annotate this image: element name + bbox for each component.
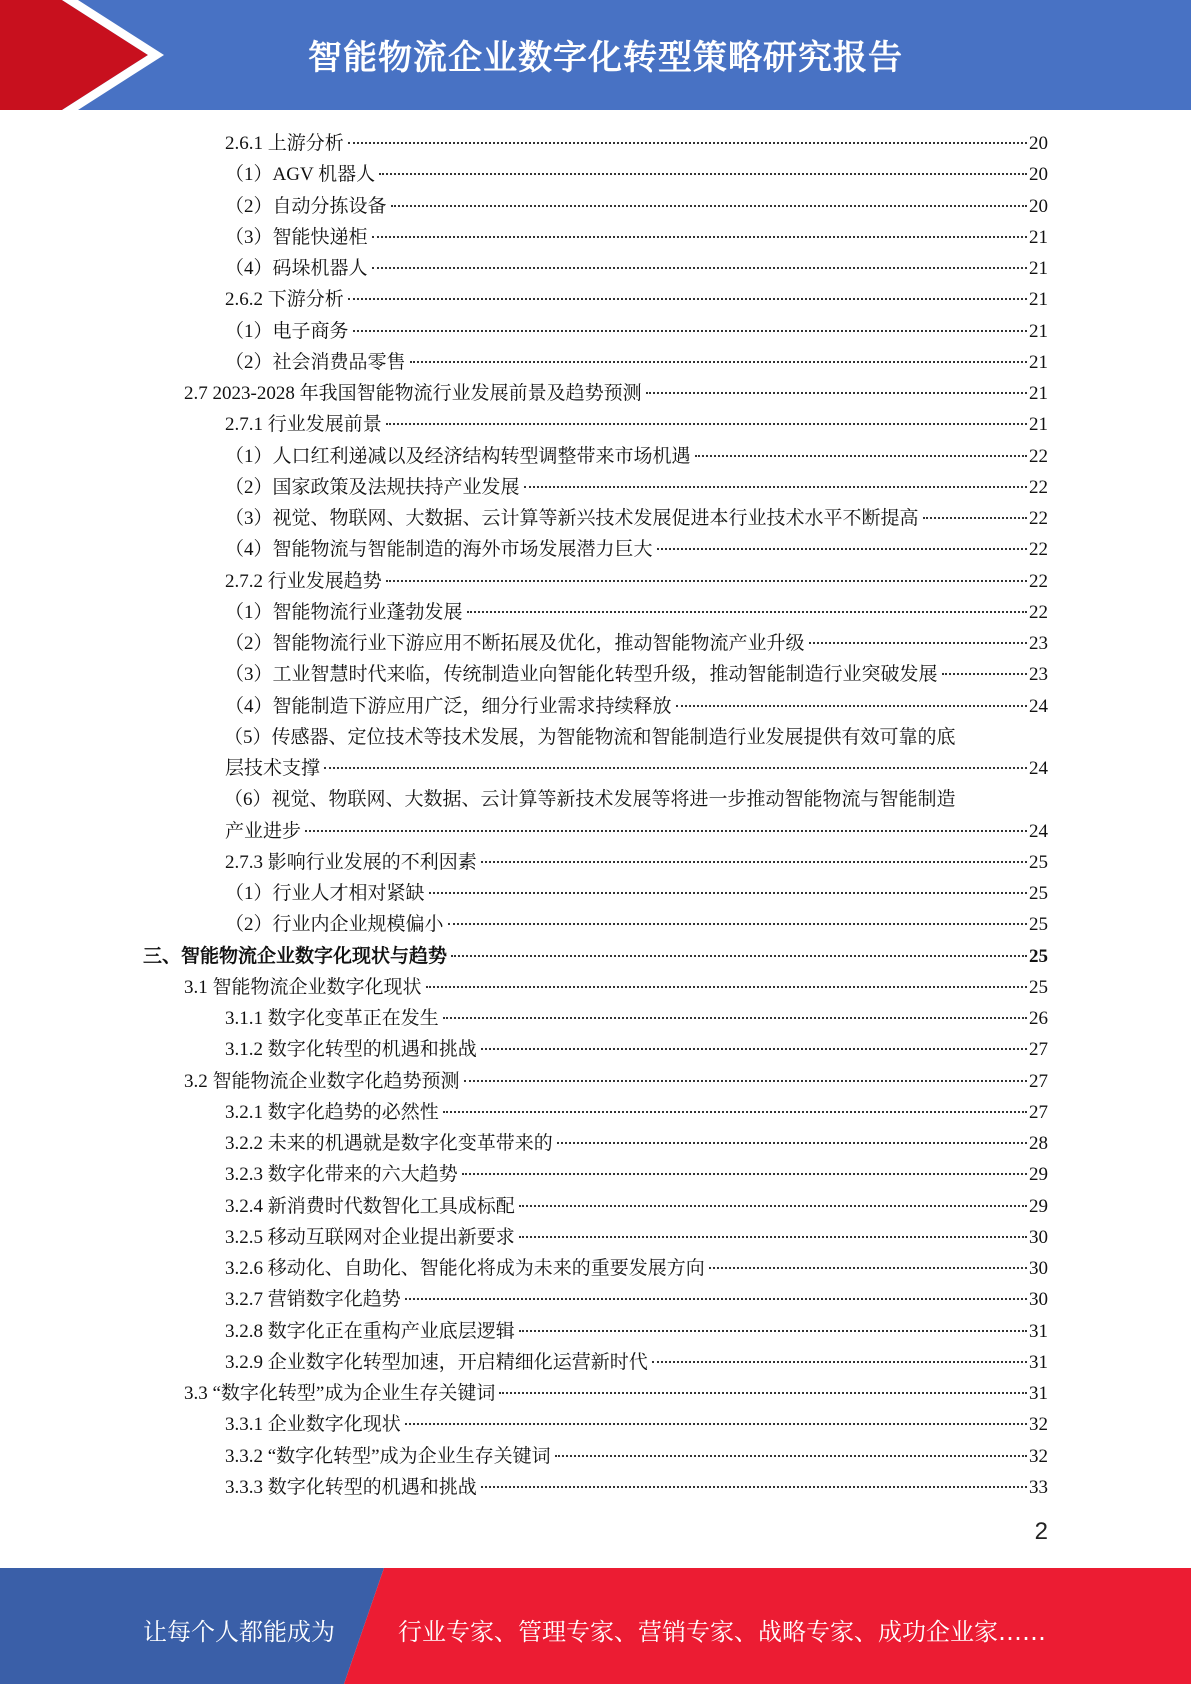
toc-entry-text: 3.3 “数字化转型”成为企业生存关键词 — [184, 1383, 496, 1404]
toc-dot-leader — [923, 517, 1027, 519]
toc-entry-text: （1）AGV 机器人 — [225, 164, 376, 186]
toc-page-number: 21 — [1029, 258, 1048, 279]
toc-entry[interactable] — [225, 753, 1048, 784]
toc-entry[interactable] — [225, 597, 1048, 628]
toc-page-number: 23 — [1029, 633, 1048, 654]
toc-dot-leader — [353, 330, 1027, 332]
toc-dot-leader — [499, 1392, 1027, 1394]
toc-entry-text: （3）智能快递柜 — [225, 226, 368, 248]
toc-dot-leader — [305, 830, 1027, 832]
toc-dot-leader — [391, 205, 1027, 207]
toc-dot-leader — [481, 1048, 1027, 1050]
toc-page-number: 25 — [1029, 945, 1048, 967]
toc-page-number: 30 — [1029, 1289, 1048, 1311]
toc-page-number: 21 — [1029, 289, 1048, 311]
toc-entry[interactable] — [225, 503, 1048, 534]
toc-entry[interactable] — [225, 1253, 1048, 1284]
toc-dot-leader — [443, 1111, 1027, 1113]
toc-dot-leader — [348, 142, 1027, 144]
toc-entry[interactable] — [225, 191, 1048, 222]
toc-entry-text: 3.2.8 数字化正在重构产业底层逻辑 — [225, 1320, 515, 1342]
toc-entry-text: （4）码垛机器人 — [225, 258, 368, 279]
toc-entry-text: 3.2.3 数字化带来的六大趋势 — [225, 1164, 458, 1186]
toc-page-number: 31 — [1029, 1351, 1048, 1373]
toc-page-number: 30 — [1029, 1258, 1048, 1279]
toc-entry[interactable] — [225, 878, 1048, 909]
toc-entry[interactable] — [225, 566, 1048, 597]
toc-entry-text: 3.1 智能物流企业数字化现状 — [184, 976, 422, 998]
toc-dot-leader — [448, 923, 1027, 925]
toc-page-number: 20 — [1029, 164, 1048, 186]
toc-entry-text: （2）国家政策及法规扶持产业发展 — [225, 476, 520, 498]
toc-page-number: 23 — [1029, 664, 1048, 686]
toc-page-number: 24 — [1029, 695, 1048, 717]
toc-entry-text: 3.3.1 企业数字化现状 — [225, 1414, 401, 1436]
toc-entry[interactable] — [225, 659, 1048, 690]
toc-page-number: 21 — [1029, 226, 1048, 248]
toc-page-number: 31 — [1029, 1320, 1048, 1342]
toc-page-number: 25 — [1029, 914, 1048, 936]
toc-dot-leader — [519, 1330, 1027, 1332]
toc-entry[interactable] — [225, 1409, 1048, 1440]
toc-entry[interactable] — [225, 472, 1048, 503]
toc-page-number: 27 — [1029, 1101, 1048, 1123]
toc-entry[interactable] — [225, 1191, 1048, 1222]
toc-page-number: 24 — [1029, 820, 1048, 842]
toc-entry[interactable] — [225, 347, 1048, 378]
toc-entry[interactable] — [184, 972, 1048, 1003]
toc-entry[interactable] — [225, 816, 1048, 847]
toc-page-number: 27 — [1029, 1070, 1048, 1092]
toc-dot-leader — [405, 1298, 1027, 1300]
toc-page-number: 20 — [1029, 133, 1048, 154]
page-number: 2 — [1034, 1518, 1048, 1545]
toc-entry-text: 3.2 智能物流企业数字化趋势预测 — [184, 1070, 460, 1092]
toc-dot-leader — [646, 392, 1027, 394]
toc-entry[interactable] — [225, 128, 1048, 159]
toc-dot-leader — [557, 1142, 1027, 1144]
footer-slogan-right: 行业专家、管理专家、营销专家、战略专家、成功企业家…… — [398, 1618, 1046, 1646]
toc-page-number: 29 — [1029, 1164, 1048, 1186]
toc-dot-leader — [405, 1423, 1027, 1425]
toc-entry[interactable] — [225, 284, 1048, 315]
toc-dot-leader — [451, 955, 1027, 957]
toc-page-number: 22 — [1029, 539, 1048, 561]
page-header — [0, 0, 1191, 110]
toc-entry[interactable] — [225, 847, 1048, 878]
toc-entry[interactable] — [225, 159, 1048, 190]
toc-entry-text: 2.7 2023-2028 年我国智能物流行业发展前景及趋势预测 — [184, 383, 642, 404]
toc-entry-text-continued: 层技术支撑 — [225, 758, 321, 779]
toc-page-number: 29 — [1029, 1195, 1048, 1217]
toc-entry-text: （2）行业内企业规模偏小 — [225, 914, 444, 936]
toc-dot-leader — [695, 455, 1027, 457]
toc-dot-leader — [657, 548, 1027, 550]
toc-entry-text: 2.6.2 下游分析 — [225, 289, 344, 311]
toc-entry-text: （2）自动分拣设备 — [225, 195, 387, 217]
toc-entry-text: 3.2.2 未来的机遇就是数字化变革带来的 — [225, 1133, 553, 1154]
toc-entry-text: （1）智能物流行业蓬勃发展 — [225, 601, 463, 623]
toc-entry-text: 3.3.3 数字化转型的机遇和挑战 — [225, 1476, 477, 1498]
toc-entry[interactable] — [225, 1003, 1048, 1034]
toc-page-number: 32 — [1029, 1445, 1048, 1467]
toc-entry[interactable] — [225, 1097, 1048, 1128]
toc-entry-text: 3.1.1 数字化变革正在发生 — [225, 1008, 439, 1029]
toc-page-number: 21 — [1029, 320, 1048, 342]
toc-entry[interactable] — [225, 534, 1048, 565]
toc-entry[interactable] — [225, 691, 1048, 722]
toc-entry[interactable] — [225, 1316, 1048, 1347]
toc-dot-leader — [426, 986, 1027, 988]
toc-page-number: 21 — [1029, 414, 1048, 436]
toc-entry-text: （3）工业智慧时代来临，传统制造业向智能化转型升级，推动智能制造行业突破发展 — [225, 664, 938, 686]
toc-page-number: 24 — [1029, 758, 1048, 779]
toc-page-number: 22 — [1029, 476, 1048, 498]
toc-entry-text: （2）社会消费品零售 — [225, 351, 406, 373]
page-footer — [0, 1568, 1191, 1684]
toc-dot-leader — [809, 642, 1027, 644]
toc-entry-text: 3.2.7 营销数字化趋势 — [225, 1289, 401, 1311]
toc-entry-text: 2.7.2 行业发展趋势 — [225, 570, 382, 592]
toc-dot-leader — [410, 361, 1027, 363]
toc-entry[interactable] — [225, 1159, 1048, 1190]
toc-entry[interactable] — [225, 1472, 1048, 1503]
toc-entry-text: （2）智能物流行业下游应用不断拓展及优化，推动智能物流产业升级 — [225, 633, 805, 654]
toc-page-number: 22 — [1029, 445, 1048, 467]
toc-dot-leader — [348, 298, 1027, 300]
toc-dot-leader — [709, 1267, 1027, 1269]
toc-entry[interactable] — [184, 378, 1048, 409]
toc-entry-text: 2.6.1 上游分析 — [225, 133, 344, 154]
toc-entry[interactable] — [225, 1034, 1048, 1065]
toc-entry[interactable] — [225, 222, 1048, 253]
toc-entry[interactable] — [225, 1441, 1048, 1472]
toc-page-number: 33 — [1029, 1476, 1048, 1498]
toc-dot-leader — [676, 705, 1027, 707]
toc-entry-text: 3.2.4 新消费时代数智化工具成标配 — [225, 1195, 515, 1217]
toc-entry[interactable] — [225, 316, 1048, 347]
toc-entry-text: （3）视觉、物联网、大数据、云计算等新兴技术发展促进本行业技术水平不断提高 — [225, 508, 919, 529]
toc-dot-leader — [519, 1236, 1027, 1238]
toc-page-number: 30 — [1029, 1226, 1048, 1248]
toc-entry[interactable] — [225, 1128, 1048, 1159]
toc-page-number: 27 — [1029, 1039, 1048, 1061]
toc-dot-leader — [519, 1205, 1027, 1207]
toc-dot-leader — [379, 173, 1027, 175]
toc-entry[interactable] — [225, 628, 1048, 659]
toc-page-number: 31 — [1029, 1383, 1048, 1404]
toc-entry[interactable] — [143, 941, 1048, 972]
toc-entry-text: （1）电子商务 — [225, 320, 349, 342]
footer-slogan-left: 让每个人都能成为 — [143, 1618, 335, 1646]
toc-dot-leader — [372, 236, 1027, 238]
toc-entry[interactable] — [225, 909, 1048, 940]
document-title: 智能物流企业数字化转型策略研究报告 — [308, 38, 903, 78]
toc-entry-text: 3.2.5 移动互联网对企业提出新要求 — [225, 1226, 515, 1248]
toc-dot-leader — [555, 1455, 1027, 1457]
toc-dot-leader — [464, 1080, 1027, 1082]
toc-entry-text: （1）行业人才相对紧缺 — [225, 883, 425, 904]
toc-entry[interactable] — [184, 1378, 1048, 1409]
toc-dot-leader — [524, 486, 1027, 488]
toc-entry[interactable] — [225, 441, 1048, 472]
toc-dot-leader — [462, 1173, 1027, 1175]
toc-dot-leader — [324, 767, 1027, 769]
toc-entry-text: （4）智能物流与智能制造的海外市场发展潜力巨大 — [225, 539, 653, 561]
toc-page-number: 21 — [1029, 383, 1048, 404]
toc-entry-text-continued: 产业进步 — [225, 820, 302, 842]
toc-entry-text: 3.2.1 数字化趋势的必然性 — [225, 1101, 439, 1123]
toc-page-number: 28 — [1029, 1133, 1048, 1154]
toc-page-number: 32 — [1029, 1414, 1048, 1436]
toc-entry-text[interactable]: （5）传感器、定位技术等技术发展，为智能物流和智能制造行业发展提供有效可靠的底 — [224, 726, 956, 748]
toc-entry-text: 3.2.9 企业数字化转型加速，开启精细化运营新时代 — [225, 1351, 648, 1373]
toc-entry[interactable] — [184, 1066, 1048, 1097]
toc-dot-leader — [481, 861, 1027, 863]
toc-entry[interactable] — [225, 409, 1048, 440]
toc-page-number: 25 — [1029, 883, 1048, 904]
toc-page-number: 22 — [1029, 570, 1048, 592]
toc-dot-leader — [386, 423, 1027, 425]
toc-dot-leader — [386, 580, 1027, 582]
toc-dot-leader — [429, 892, 1027, 894]
toc-dot-leader — [942, 673, 1027, 675]
toc-entry[interactable] — [225, 253, 1048, 284]
toc-entry-text: 3.2.6 移动化、自助化、智能化将成为未来的重要发展方向 — [225, 1258, 705, 1279]
toc-page-number: 26 — [1029, 1008, 1048, 1029]
toc-page-number: 22 — [1029, 508, 1048, 529]
toc-dot-leader — [467, 611, 1027, 613]
toc-dot-leader — [652, 1361, 1027, 1363]
toc-entry-text: 三、智能物流企业数字化现状与趋势 — [143, 945, 448, 967]
toc-entry-text: 3.1.2 数字化转型的机遇和挑战 — [225, 1039, 477, 1061]
toc-page-number: 22 — [1029, 601, 1048, 623]
toc-page-number: 25 — [1029, 976, 1048, 998]
toc-entry[interactable] — [225, 1284, 1048, 1315]
toc-entry-text: 2.7.1 行业发展前景 — [225, 414, 382, 436]
toc-entry[interactable] — [225, 1222, 1048, 1253]
toc-page-number: 25 — [1029, 851, 1048, 873]
toc-dot-leader — [443, 1017, 1027, 1019]
toc-entry-text: 3.3.2 “数字化转型”成为企业生存关键词 — [225, 1445, 551, 1467]
toc-entry-text: （4）智能制造下游应用广泛，细分行业需求持续释放 — [225, 695, 672, 717]
toc-dot-leader — [481, 1486, 1027, 1488]
toc-page-number: 21 — [1029, 351, 1048, 373]
toc-dot-leader — [372, 267, 1027, 269]
toc-entry-text: （1）人口红利递减以及经济结构转型调整带来市场机遇 — [225, 445, 691, 467]
toc-entry-text[interactable]: （6）视觉、物联网、大数据、云计算等新技术发展等将进一步推动智能物流与智能制造 — [224, 789, 956, 811]
toc-entry-text: 2.7.3 影响行业发展的不利因素 — [225, 851, 477, 873]
toc-entry[interactable] — [225, 1347, 1048, 1378]
toc-page-number: 20 — [1029, 195, 1048, 217]
